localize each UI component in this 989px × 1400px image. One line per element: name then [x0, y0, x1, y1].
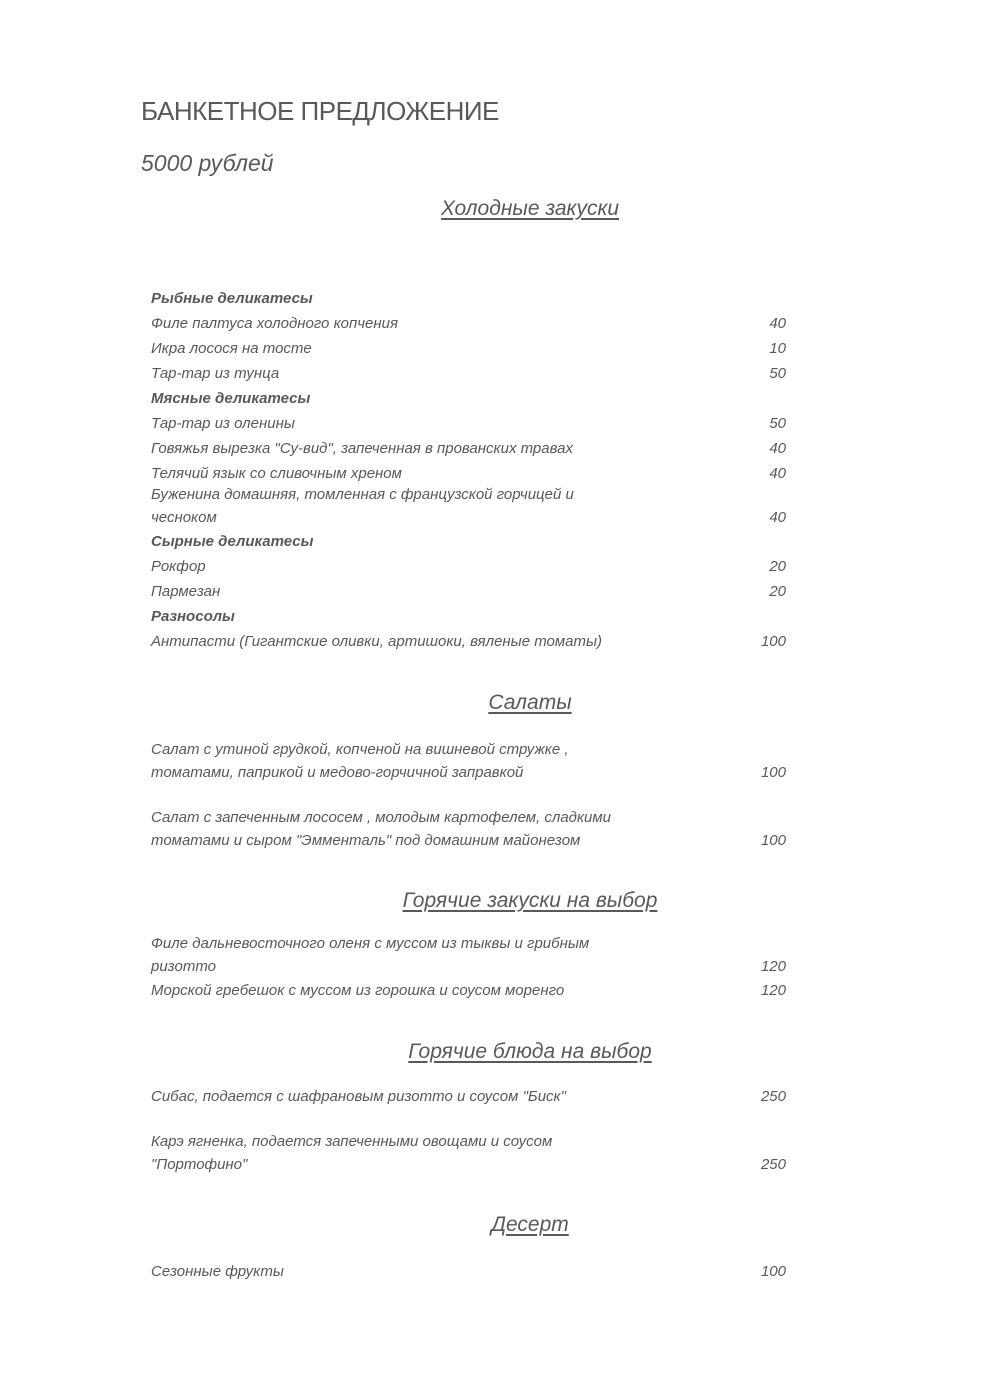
- price-per-person: 5000 рублей: [141, 150, 274, 176]
- section-heading-hot-appetizers: Горячие закуски на выбор: [402, 889, 658, 912]
- menu-item-name: Тар-тар из тунца: [151, 365, 280, 382]
- menu-item-name: Сезонные фрукты: [151, 1263, 284, 1280]
- menu-item-price: 250: [760, 1156, 786, 1173]
- menu-item-name: Филе дальневосточного оленя с муссом из тыквы и грибным ризотто: [151, 935, 590, 975]
- menu-item-price: 40: [769, 509, 786, 526]
- menu-item-name: Филе палтуса холодного копчения: [151, 315, 398, 332]
- menu-item: [151, 1085, 789, 1108]
- menu-item: [151, 362, 789, 385]
- menu-item-price: 10: [769, 340, 786, 357]
- menu-item-name: Рокфор: [151, 558, 206, 575]
- menu-item-price: 20: [769, 583, 786, 600]
- menu-item-name: Карэ ягненка, подается запеченными овощами и соусом "Портофино": [151, 1133, 553, 1173]
- menu-item-name: Телячий язык со сливочным хреном: [151, 465, 402, 482]
- menu-item-price: 250: [760, 1088, 786, 1105]
- menu-item-price: 40: [769, 465, 786, 482]
- category-pickles: Разносолы: [151, 608, 235, 625]
- menu-item-name: Антипасти (Гигантские оливки, артишоки, вяленые томаты): [151, 633, 603, 650]
- menu-item-name: Салат с утиной грудкой, копченой на вишневой стружке , томатами, паприкой и медово-горчичной заправкой: [151, 741, 569, 781]
- section-heading-salads: Салаты: [488, 691, 572, 714]
- menu-item: [151, 738, 789, 784]
- menu-item: [151, 1130, 789, 1176]
- menu-item: [151, 555, 789, 578]
- page-title: БАНКЕТНОЕ ПРЕДЛОЖЕНИЕ: [141, 96, 499, 126]
- menu-item: [151, 437, 789, 460]
- section-heading-cold-appetizers: Холодные закуски: [440, 197, 620, 220]
- menu-item: [151, 412, 789, 435]
- menu-item-name: Пармезан: [151, 583, 221, 600]
- menu-item-price: 120: [760, 982, 786, 999]
- menu-item-name: Буженина домашняя, томленная с французской горчицей и чесноком: [151, 486, 574, 526]
- menu-item-name: Салат с запеченным лососем , молодым картофелем, сладкими томатами и сыром "Эмменталь" под домашним майонезом: [151, 809, 611, 849]
- menu-item-price: 50: [769, 365, 786, 382]
- section-heading-dessert: Десерт: [491, 1213, 569, 1236]
- menu-item-price: 100: [760, 633, 786, 650]
- category-cheese: Сырные деликатесы: [151, 533, 314, 550]
- menu-item: [151, 337, 789, 360]
- menu-item-price: 100: [760, 1263, 786, 1280]
- menu-item-price: 20: [769, 558, 786, 575]
- menu-item: [151, 462, 789, 485]
- menu-item-price: 100: [760, 764, 786, 781]
- menu-item: [151, 630, 789, 653]
- menu-item-price: 120: [760, 958, 786, 975]
- menu-item: [151, 806, 789, 852]
- menu-item-price: 100: [760, 832, 786, 849]
- menu-item-name: Сибас, подается с шафрановым ризотто и соусом "Биск": [151, 1088, 566, 1105]
- menu-item-price: 40: [769, 315, 786, 332]
- category-meat: Мясные деликатесы: [151, 390, 311, 407]
- menu-item-price: 40: [769, 440, 786, 457]
- menu-item-price: 50: [769, 415, 786, 432]
- section-heading-hot-dishes: Горячие блюда на выбор: [408, 1040, 652, 1063]
- menu-item-name: Тар-тар из оленины: [151, 415, 295, 432]
- menu-item: [151, 580, 789, 603]
- category-fish: Рыбные деликатесы: [151, 290, 313, 307]
- menu-item: [151, 932, 789, 978]
- menu-item: [151, 312, 789, 335]
- menu-item: [151, 979, 789, 1002]
- menu-item: [151, 1260, 789, 1283]
- menu-item: [151, 483, 789, 529]
- menu-item-name: Икра лосося на тосте: [151, 340, 312, 357]
- menu-item-name: Говяжья вырезка "Су-вид", запеченная в прованских травах: [151, 440, 573, 457]
- menu-item-name: Морской гребешок с муссом из горошка и соусом моренго: [151, 982, 565, 999]
